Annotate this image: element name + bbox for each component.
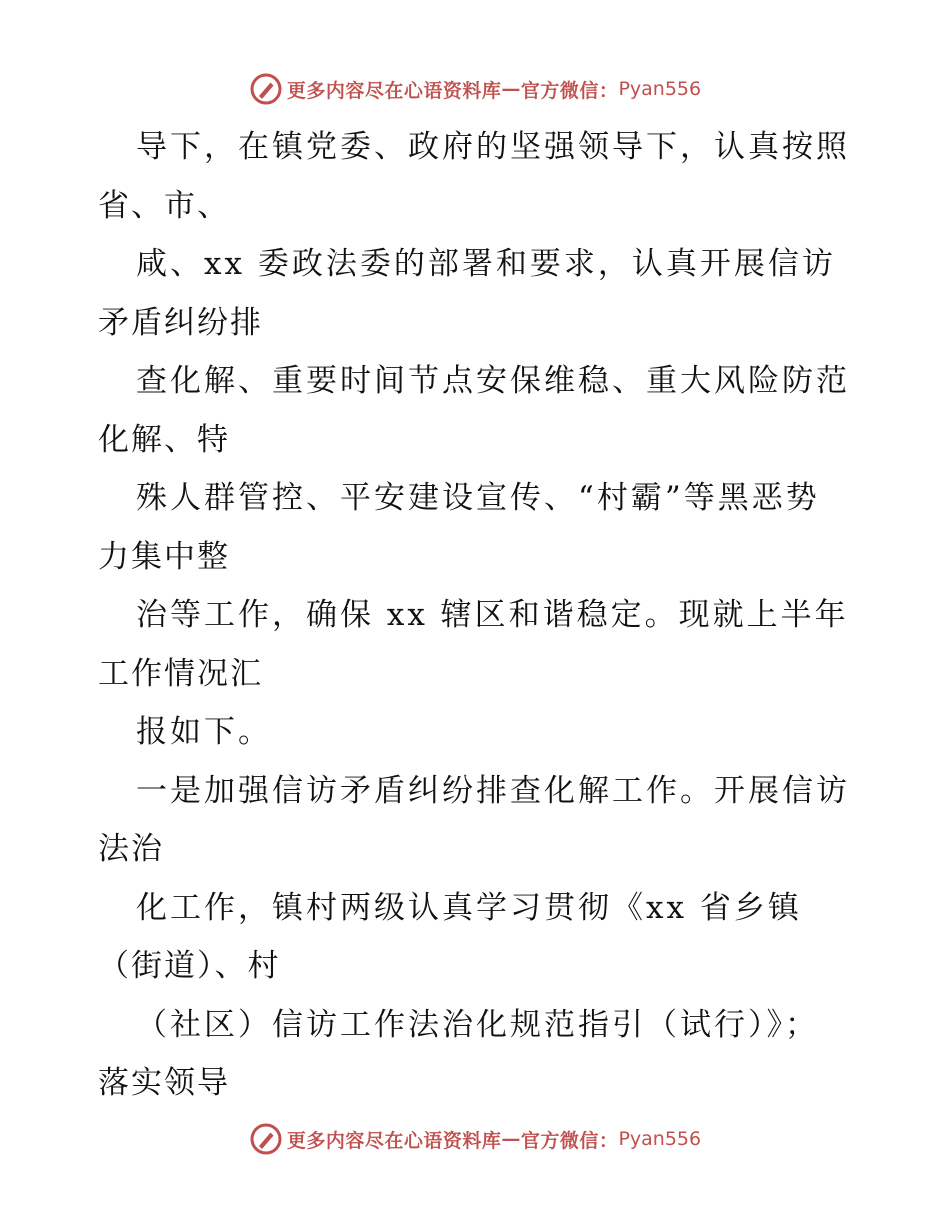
text-line: 殊人群管控、平安建设宣传、“村霸”等黑恶势 xyxy=(136,480,820,516)
text-line: 落实领导 xyxy=(98,1065,230,1101)
header-wechat-label: 官方微信： xyxy=(520,79,619,102)
text-line: 治等工作，确保 xx 辖区和谐稳定。现就上半年 xyxy=(136,597,849,633)
pen-logo-icon xyxy=(249,1122,283,1156)
text-line: 矛盾纠纷排 xyxy=(98,304,263,341)
text-line: 省、市、 xyxy=(98,187,230,224)
footer-wechat-label: 官方微信： xyxy=(520,1129,619,1152)
text-line: 一是加强信访矛盾纠纷排查化解工作。开展信访 xyxy=(136,772,850,809)
text-line: 导下，在镇党委、政府的坚强领导下，认真按照 xyxy=(136,129,850,165)
pen-logo-icon xyxy=(249,72,283,106)
text-line: 咸、xx 委政法委的部署和要求，认真开展信访 xyxy=(136,246,836,282)
text-line: 工作情况汇 xyxy=(98,655,263,692)
header-brand-text: 更多内容尽在心语资料库 xyxy=(286,79,502,102)
text-line: （街道）、村 xyxy=(98,948,281,984)
text-line: 法治 xyxy=(98,831,164,867)
footer-watermark xyxy=(0,1121,950,1157)
footer-wechat-id: Pyan556 xyxy=(618,1128,702,1150)
text-line: 化工作，镇村两级认真学习贯彻《xx 省乡镇 xyxy=(136,889,802,926)
header-dash: — xyxy=(501,78,521,100)
footer-dash: — xyxy=(501,1128,521,1150)
text-line: 报如下。 xyxy=(136,714,272,750)
text-line: （社区）信访工作法治化规范指引（试行）》； xyxy=(136,1006,819,1043)
text-line: 力集中整 xyxy=(98,538,230,575)
footer-brand-text: 更多内容尽在心语资料库 xyxy=(286,1129,502,1152)
text-line: 化解、特 xyxy=(98,421,230,458)
header-watermark xyxy=(0,71,950,107)
text-line: 查化解、重要时间节点安保维稳、重大风险防范 xyxy=(136,363,850,399)
header-wechat-id: Pyan556 xyxy=(618,78,702,100)
document-body xyxy=(98,118,858,1113)
